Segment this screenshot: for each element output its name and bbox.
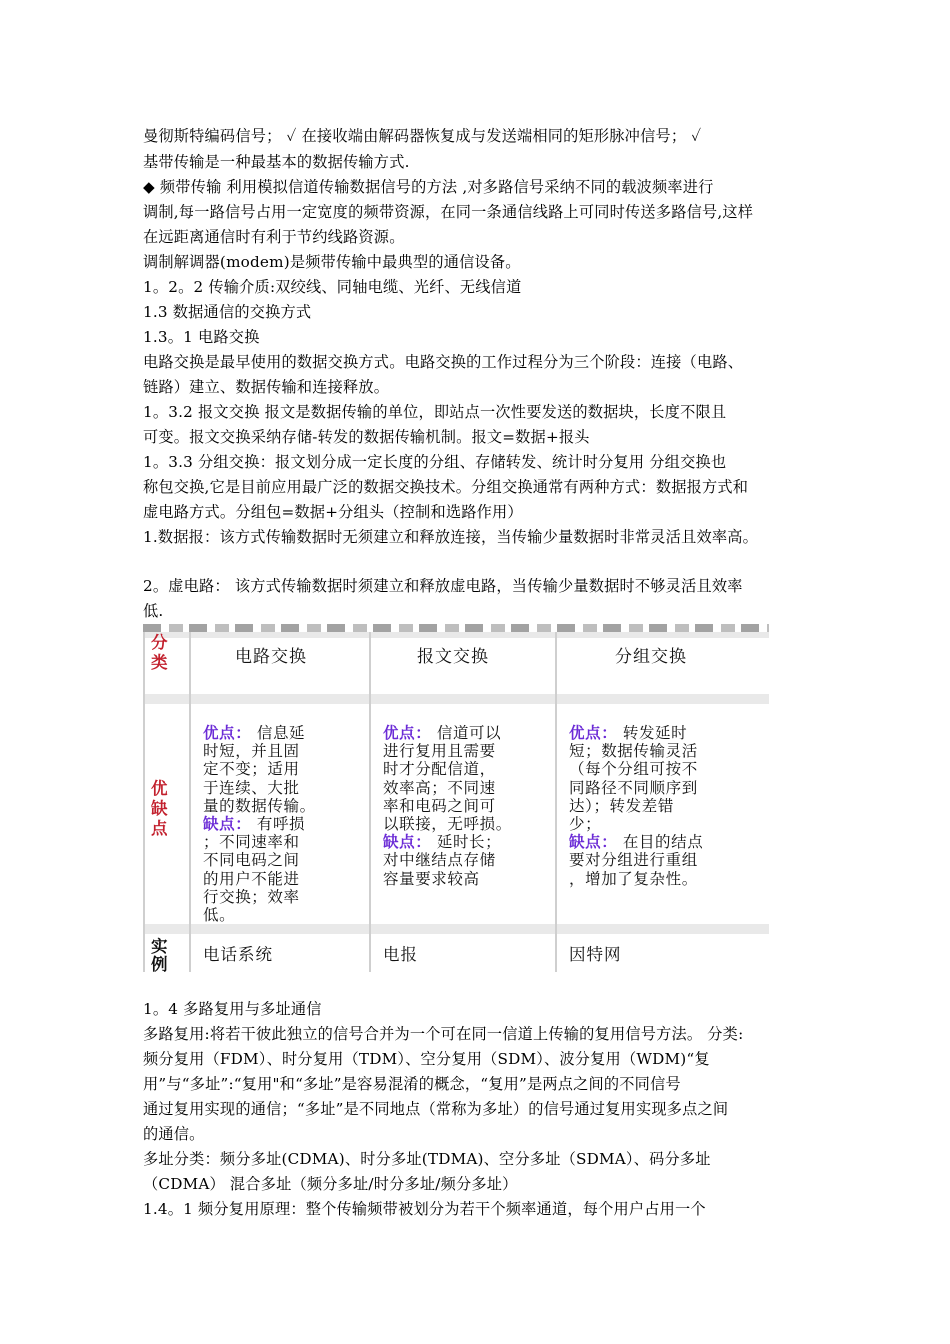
cell-text: 进行复用且需要 [383, 742, 496, 761]
cell-text: 要对分组进行重组 [569, 851, 698, 870]
text-line: （CDMA） 混合多址（频分多址/时分多址/频分多址） [143, 1175, 518, 1193]
cell-text: 以联接，无呼损。 [383, 815, 512, 834]
disadvantage-label: 缺点： [383, 833, 432, 852]
advantage-label: 优点： [203, 724, 252, 742]
disadvantage-label: 缺点： [569, 833, 618, 852]
text-line: 基带传输是一种最基本的数据传输方式. [143, 153, 410, 171]
example-message: 电报 [383, 945, 418, 964]
cell-text: 于连续、大批 [203, 778, 300, 797]
cell-text: ；不同速率和 [203, 833, 300, 852]
header-category-line1: 分 [151, 633, 170, 652]
cell-text: 定不变；适用 [203, 760, 300, 779]
text-line: 在远距离通信时有利于节约线路资源。 [143, 228, 405, 246]
text-line: 通过复用实现的通信；“多址”是不同地点（常称为多址）的信号通过复用实现多点之间 [143, 1100, 729, 1118]
section-heading: 1.3。1 电路交换 [143, 328, 260, 346]
cell-text: 达）；转发差错 [569, 796, 674, 815]
text-line: 链路）建立、数据传输和连接释放。 [143, 378, 390, 396]
header-packet-switching: 分组交换 [615, 647, 687, 667]
text-line: 频分复用（FDM）、时分复用（TDM）、空分复用（SDM）、波分复用（WDM)“复 [143, 1050, 710, 1068]
text-line: 1.数据报：该方式传输数据时无须建立和释放连接，当传输少量数据时非常灵活且效率高。 [143, 528, 759, 546]
text-line: 1。3.3 分组交换：报文划分成一定长度的分组、存储转发、统计时分复用 分组交换也 [143, 453, 727, 471]
text-line: 称包交换,它是目前应用最广泛的数据交换技术。分组交换通常有两种方式：数据报方式和 [143, 478, 749, 496]
cell-text: 时才分配信道， [383, 760, 496, 779]
section-heading: 1.3 数据通信的交换方式 [143, 303, 312, 321]
cell-text: 有呼损 [256, 815, 306, 834]
text-line: 多路复用:将若干彼此独立的信号合并为一个可在同一信道上传输的复用信号方法。 分类: [143, 1025, 744, 1043]
text-line: 用”与“多址”:“复用"和“多址”是容易混淆的概念，“复用”是两点之间的不同信号 [143, 1075, 681, 1093]
text-line: 电路交换是最早使用的数据交换方式。电路交换的工作过程分为三个阶段：连接（电路、 [143, 353, 744, 371]
cell-text: 不同电码之间 [203, 851, 300, 870]
example-packet: 因特网 [569, 945, 622, 964]
text-line: 多址分类：频分多址(CDMA)、时分多址(TDMA)、空分多址（SDMA）、码分多址 [143, 1150, 711, 1168]
example-circuit: 电话系统 [203, 945, 273, 964]
cell-text: 延时长； [436, 833, 502, 852]
cell-text: 少； [569, 815, 602, 834]
header-message-switching: 报文交换 [417, 647, 489, 667]
text-line: 曼彻斯特编码信号； ✓ 在接收端由解码器恢复成与发送端相同的矩形脉冲信号； ✓ [143, 127, 702, 145]
example-label-line2: 例 [151, 955, 169, 972]
cell-text: （每个分组可按不 [569, 760, 698, 779]
cell-text: 的用户不能进 [203, 869, 300, 888]
cell-text: 信息延 [256, 724, 306, 742]
text-line: 1。3.2 报文交换 报文是数据传输的单位，即站点一次性要发送的数据块，长度不限且 [143, 403, 727, 421]
header-circuit-switching: 电路交换 [235, 647, 307, 667]
cell-text: 行交换；效率 [203, 887, 300, 906]
cell-text: 低。 [203, 906, 236, 925]
text-line: 虚电路方式。分组包=数据+分组头（控制和选路作用） [143, 503, 523, 521]
cell-text: ，增加了复杂性。 [569, 869, 698, 888]
row-label-pros-cons-1: 优 [151, 779, 170, 798]
row-label-pros-cons-2: 缺 [151, 799, 170, 818]
advantage-label: 优点： [383, 724, 432, 742]
cell-text: 信道可以 [436, 724, 502, 742]
header-category-line2: 类 [151, 653, 170, 672]
text-line: 调制解调器(modem)是频带传输中最典型的通信设备。 [143, 253, 521, 271]
cell-text: 量的数据传输。 [203, 796, 316, 815]
cell-text: 同路径不同顺序到 [569, 778, 698, 797]
cell-text: 在目的结点 [622, 833, 704, 852]
disadvantage-label: 缺点： [203, 815, 252, 834]
cell-text: 效率高；不同速 [383, 778, 496, 797]
message-switching-cell [383, 724, 512, 888]
switching-comparison-table [143, 624, 769, 972]
text-line: ◆ 频带传输 利用模拟信道传输数据信号的方法 ,对多路信号采纳不同的载波频率进行 [143, 178, 714, 196]
row-label-pros-cons-3: 点 [151, 819, 170, 838]
cell-text: 对中继结点存储 [383, 851, 496, 870]
text-line: 低. [143, 602, 164, 620]
text-line: 可变。报文交换采纳存储-转发的数据传输机制。报文=数据+报头 [143, 428, 590, 446]
cell-text: 时短，并且固 [203, 742, 300, 761]
text-line: 1。2。2 传输介质:双绞线、同轴电缆、光纤、无线信道 [143, 278, 522, 296]
circuit-switching-cell [203, 724, 316, 924]
cell-text: 短；数据传输灵活 [569, 742, 698, 761]
cropped-text-strip [143, 624, 769, 632]
text-line: 2。虚电路： 该方式传输数据时须建立和释放虚电路，当传输少量数据时不够灵活且效率 [143, 577, 743, 595]
text-line: 1.4。1 频分复用原理：整个传输频带被划分为若干个频率通道，每个用户占用一个 [143, 1200, 706, 1218]
section-heading: 1。4 多路复用与多址通信 [143, 1000, 322, 1018]
text-line: 的通信。 [143, 1125, 205, 1143]
example-label-line1: 实 [151, 937, 169, 956]
packet-switching-cell [569, 724, 703, 888]
cell-text: 容量要求较高 [383, 869, 480, 888]
cell-text: 率和电码之间可 [383, 796, 496, 815]
cell-text: 转发延时 [622, 724, 688, 742]
advantage-label: 优点： [569, 724, 618, 742]
text-line: 调制,每一路信号占用一定宽度的频带资源，在同一条通信线路上可同时传送多路信号,这样 [143, 203, 754, 221]
